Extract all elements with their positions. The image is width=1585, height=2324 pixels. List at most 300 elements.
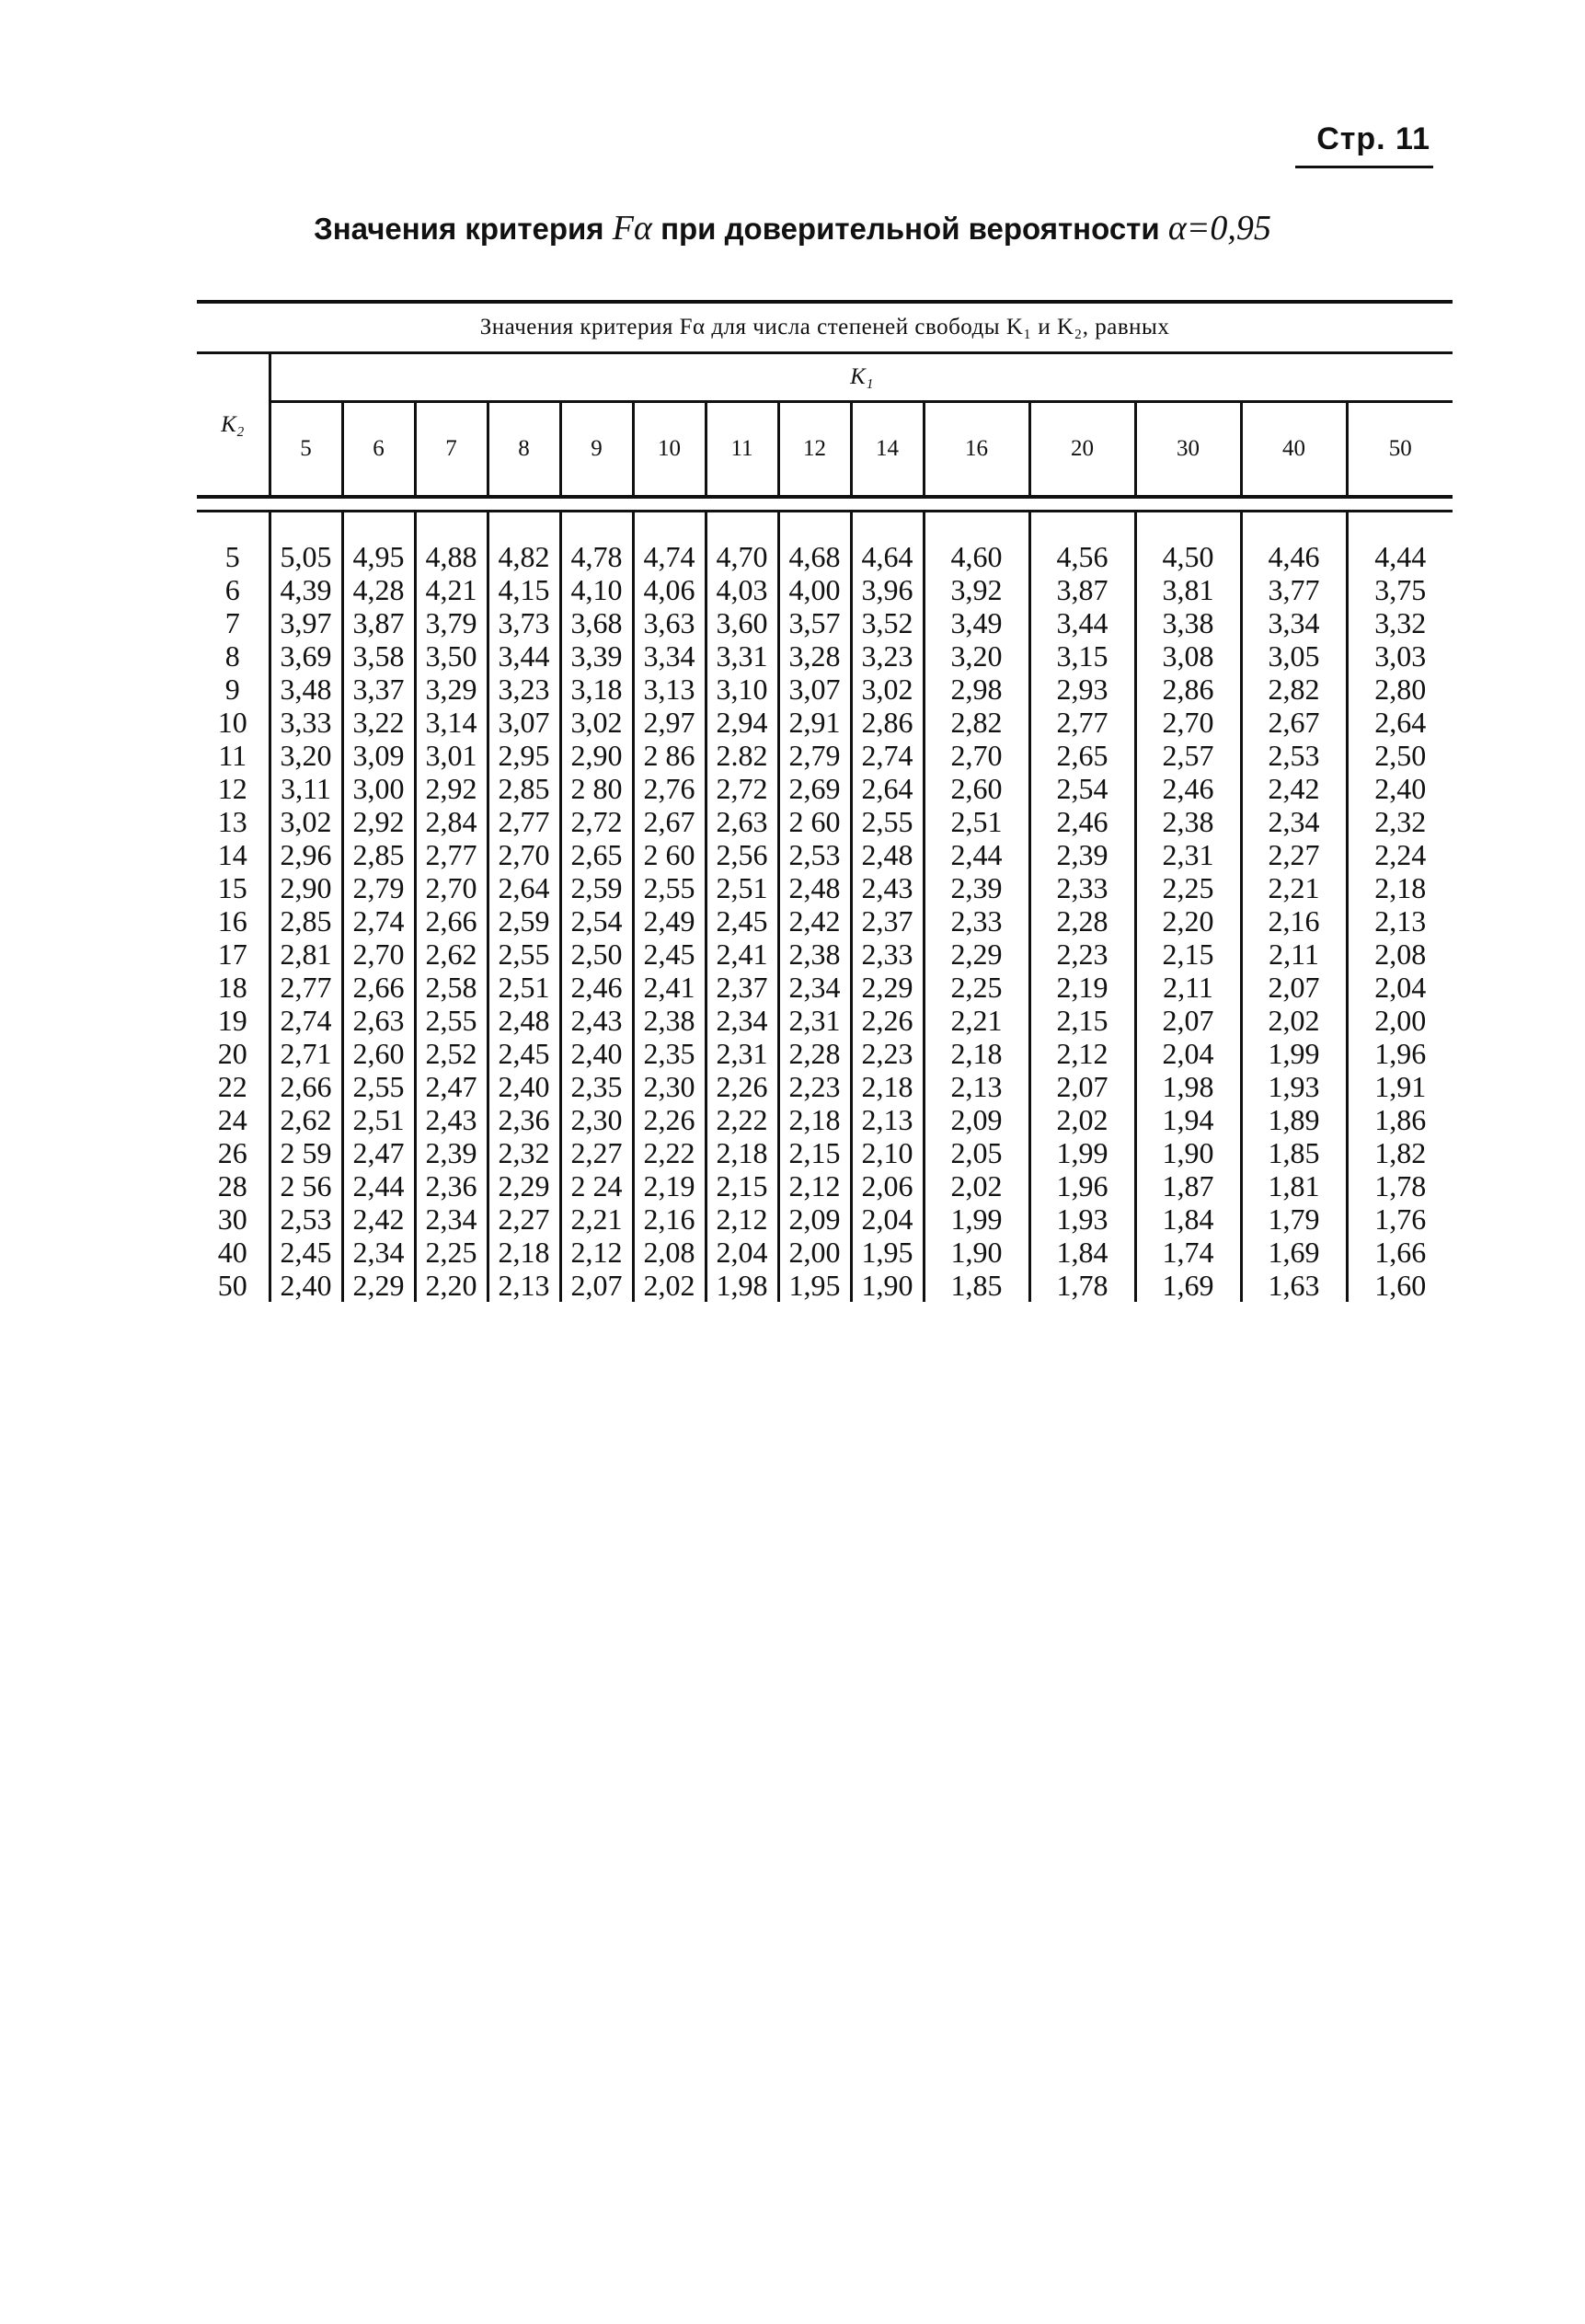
table-cell: 2,97	[633, 706, 706, 739]
table-cell: 2,92	[415, 772, 488, 805]
k1-column-header: 50	[1347, 402, 1453, 498]
table-cell: 2,54	[1029, 772, 1135, 805]
table-cell: 2,08	[633, 1236, 706, 1269]
table-cell: 2,18	[1347, 871, 1453, 904]
table-cell: 2,04	[1135, 1037, 1241, 1070]
table-cell: 3,34	[1241, 606, 1347, 639]
table-cell: 2,41	[633, 971, 706, 1004]
table-cell: 2,58	[415, 971, 488, 1004]
k2-value: 40	[217, 1236, 247, 1269]
table-row	[197, 871, 1453, 904]
table-cell: 4,15	[488, 573, 560, 606]
table-cell: 2,50	[560, 938, 633, 971]
table-cell: 2,74	[270, 1004, 342, 1037]
table-cell: 2,90	[270, 871, 342, 904]
table-cell: 2,36	[415, 1169, 488, 1202]
k2-value: 11	[218, 739, 247, 772]
k1-column-header: 7	[415, 402, 488, 498]
table-cell: 1,98	[1135, 1070, 1241, 1103]
table-cell: 2,51	[706, 871, 778, 904]
table-cell: 2,05	[924, 1136, 1029, 1169]
table-cell: 2,27	[560, 1136, 633, 1169]
table-cell: 3,03	[1347, 639, 1453, 673]
table-cell: 2,54	[560, 904, 633, 938]
table-caption: Значения критерия Fα для числа степеней свободы K₁ и K₂, равных	[197, 302, 1453, 353]
table-cell: 2,32	[488, 1136, 560, 1169]
table-cell: 3,75	[1347, 573, 1453, 606]
table-cell: 2,15	[1029, 1004, 1135, 1037]
table-row	[197, 1103, 1453, 1136]
table-cell: 2,31	[706, 1037, 778, 1070]
table-cell: 2,98	[924, 673, 1029, 706]
table-cell: 2,59	[560, 871, 633, 904]
table-cell: 2,04	[851, 1202, 924, 1236]
table-cell: 4,78	[560, 540, 633, 573]
table-cell: 2,82	[924, 706, 1029, 739]
table-cell: 2,59	[488, 904, 560, 938]
table-cell: 2,04	[706, 1236, 778, 1269]
table-cell: 2,18	[778, 1103, 851, 1136]
table-cell: 1,78	[1029, 1269, 1135, 1302]
table-cell: 2,62	[415, 938, 488, 971]
table-cell: 2,34	[415, 1202, 488, 1236]
k2-value: 5	[224, 540, 240, 573]
table-cell: 2,20	[415, 1269, 488, 1302]
table-cell: 2,67	[633, 805, 706, 838]
spacer-row	[197, 512, 1453, 541]
table-cell: 2,07	[1029, 1070, 1135, 1103]
k1-column-header: 16	[924, 402, 1029, 498]
table-cell: 2,41	[706, 938, 778, 971]
table-cell: 2,90	[560, 739, 633, 772]
table-cell: 2,31	[778, 1004, 851, 1037]
table-cell: 2,48	[851, 838, 924, 871]
table-cell: 2,91	[778, 706, 851, 739]
table-cell: 2,39	[415, 1136, 488, 1169]
table-cell: 2,37	[706, 971, 778, 1004]
table-cell: 2,02	[1029, 1103, 1135, 1136]
table-cell: 2,27	[488, 1202, 560, 1236]
table-cell: 2,29	[342, 1269, 415, 1302]
table-cell: 2,47	[415, 1070, 488, 1103]
table-cell: 1,94	[1135, 1103, 1241, 1136]
table-cell: 3,49	[924, 606, 1029, 639]
table-cell: 2,51	[924, 805, 1029, 838]
table-row	[197, 606, 1453, 639]
table-cell: 2,04	[1347, 971, 1453, 1004]
table-cell: 2,66	[415, 904, 488, 938]
table-cell: 2,12	[1029, 1037, 1135, 1070]
table-cell: 2,13	[851, 1103, 924, 1136]
table-cell: 2,62	[270, 1103, 342, 1136]
table-body	[197, 497, 1453, 1302]
table-cell: 3,18	[560, 673, 633, 706]
table-row	[197, 904, 1453, 938]
table-cell: 2,25	[415, 1236, 488, 1269]
table-cell: 2,45	[633, 938, 706, 971]
table-cell: 2,70	[415, 871, 488, 904]
table-cell: 2,37	[851, 904, 924, 938]
table-cell: 2,29	[924, 938, 1029, 971]
table-cell: 2,26	[851, 1004, 924, 1037]
table-cell: 1,90	[924, 1236, 1029, 1269]
table-cell: 1,91	[1347, 1070, 1453, 1103]
table-cell: 3,63	[633, 606, 706, 639]
table-cell: 3,14	[415, 706, 488, 739]
table-cell: 1,99	[1241, 1037, 1347, 1070]
table-cell: 3,28	[778, 639, 851, 673]
table-row	[197, 739, 1453, 772]
table-cell: 2,15	[778, 1136, 851, 1169]
table-cell: 2.82	[706, 739, 778, 772]
table-cell: 1,95	[851, 1236, 924, 1269]
table-cell: 1,99	[924, 1202, 1029, 1236]
table-cell: 2,20	[1135, 904, 1241, 938]
table-cell: 2,57	[1135, 739, 1241, 772]
table-cell: 4,50	[1135, 540, 1241, 573]
table-cell: 2,26	[633, 1103, 706, 1136]
table-cell: 1,95	[778, 1269, 851, 1302]
table-cell: 2,06	[851, 1169, 924, 1202]
table-cell: 2,35	[633, 1037, 706, 1070]
table-cell: 3,07	[488, 706, 560, 739]
table-cell: 2,79	[342, 871, 415, 904]
table-cell: 2,16	[633, 1202, 706, 1236]
table-cell: 2,26	[706, 1070, 778, 1103]
table-cell: 2,70	[924, 739, 1029, 772]
table-row	[197, 573, 1453, 606]
k1-values-row	[197, 402, 1453, 498]
table-cell: 2,33	[851, 938, 924, 971]
table-cell: 2,80	[1347, 673, 1453, 706]
table-cell: 2,38	[1135, 805, 1241, 838]
table-cell: 3,31	[706, 639, 778, 673]
table-cell: 1,89	[1241, 1103, 1347, 1136]
table-cell: 3,20	[924, 639, 1029, 673]
table-cell: 2,40	[560, 1037, 633, 1070]
table-cell: 1,90	[851, 1269, 924, 1302]
table-cell: 2,55	[851, 805, 924, 838]
table-cell: 2,51	[488, 971, 560, 1004]
k2-value: 16	[217, 904, 247, 938]
k2-value: 15	[217, 871, 247, 904]
table-cell: 2,51	[342, 1103, 415, 1136]
table-cell: 2,46	[1135, 772, 1241, 805]
table-cell: 3,52	[851, 606, 924, 639]
page-number: Стр. 11	[1316, 121, 1430, 156]
table-row	[197, 540, 1453, 573]
table-cell: 1,98	[706, 1269, 778, 1302]
k1-column-header: 12	[778, 402, 851, 498]
table-cell: 2,63	[706, 805, 778, 838]
table-cell: 1,81	[1241, 1169, 1347, 1202]
table-cell: 1,85	[924, 1269, 1029, 1302]
k2-value: 7	[224, 606, 240, 639]
table-cell: 2,70	[342, 938, 415, 971]
table-cell: 2,39	[1029, 838, 1135, 871]
table-cell: 3,73	[488, 606, 560, 639]
table-cell: 2,34	[706, 1004, 778, 1037]
table-cell: 2,19	[633, 1169, 706, 1202]
table-cell: 2,28	[1029, 904, 1135, 938]
table-row	[197, 938, 1453, 971]
table-cell: 2,21	[924, 1004, 1029, 1037]
table-cell: 2,65	[1029, 739, 1135, 772]
table-title	[0, 208, 1585, 248]
table-cell: 2,64	[488, 871, 560, 904]
table-cell: 2,22	[706, 1103, 778, 1136]
table-cell: 2,56	[706, 838, 778, 871]
table-cell: 2,00	[1347, 1004, 1453, 1037]
table-cell: 2,74	[851, 739, 924, 772]
table-cell: 3,01	[415, 739, 488, 772]
k2-value: 30	[217, 1202, 247, 1236]
table-cell: 2,86	[1135, 673, 1241, 706]
table-cell: 4,28	[342, 573, 415, 606]
table-row	[197, 1236, 1453, 1269]
table-cell: 1,90	[1135, 1136, 1241, 1169]
table-cell: 2,12	[778, 1169, 851, 1202]
table-cell: 4,95	[342, 540, 415, 573]
table-cell: 2,43	[560, 1004, 633, 1037]
table-cell: 2,86	[851, 706, 924, 739]
table-cell: 2,95	[488, 739, 560, 772]
table-cell: 2,18	[706, 1136, 778, 1169]
table-cell: 2,13	[1347, 904, 1453, 938]
table-cell: 3,48	[270, 673, 342, 706]
table-cell: 2,82	[1241, 673, 1347, 706]
table-cell: 2,32	[1347, 805, 1453, 838]
table-cell: 4,74	[633, 540, 706, 573]
k2-value: 50	[217, 1269, 247, 1302]
table-cell: 2,72	[706, 772, 778, 805]
k2-value: 17	[217, 938, 247, 971]
table-cell: 4,68	[778, 540, 851, 573]
k1-column-header: 6	[342, 402, 415, 498]
k2-header: K₂	[197, 353, 270, 498]
table-cell: 3,29	[415, 673, 488, 706]
table-cell: 2,48	[488, 1004, 560, 1037]
k1-column-header: 10	[633, 402, 706, 498]
table-row	[197, 971, 1453, 1004]
table-cell: 2,13	[488, 1269, 560, 1302]
table-cell: 2,25	[924, 971, 1029, 1004]
k2-value: 20	[217, 1037, 247, 1070]
table-cell: 4,82	[488, 540, 560, 573]
table-cell: 2,02	[1241, 1004, 1347, 1037]
table-cell: 4,21	[415, 573, 488, 606]
table-cell: 2,42	[342, 1202, 415, 1236]
table-cell: 2,19	[1029, 971, 1135, 1004]
table-cell: 2,11	[1241, 938, 1347, 971]
table-cell: 2,85	[270, 904, 342, 938]
table-cell: 3,08	[1135, 639, 1241, 673]
table-cell: 2,70	[1135, 706, 1241, 739]
table-cell: 2,02	[633, 1269, 706, 1302]
table-cell: 1,84	[1135, 1202, 1241, 1236]
table-cell: 2,02	[924, 1169, 1029, 1202]
table-cell: 3,97	[270, 606, 342, 639]
table-cell: 1,86	[1347, 1103, 1453, 1136]
table-cell: 2,23	[778, 1070, 851, 1103]
table-cell: 2,24	[1347, 838, 1453, 871]
table-row	[197, 772, 1453, 805]
table-cell: 2,55	[415, 1004, 488, 1037]
table-cell: 4,10	[560, 573, 633, 606]
table-cell: 2,79	[778, 739, 851, 772]
table-cell: 2,30	[633, 1070, 706, 1103]
table-cell: 2,36	[488, 1103, 560, 1136]
table-cell: 2,71	[270, 1037, 342, 1070]
table-cell: 2,21	[1241, 871, 1347, 904]
table-cell: 2,43	[851, 871, 924, 904]
table-cell: 3,60	[706, 606, 778, 639]
table-cell: 2,48	[778, 871, 851, 904]
table-cell: 3,39	[560, 639, 633, 673]
table-cell: 3,96	[851, 573, 924, 606]
table-cell: 2,44	[924, 838, 1029, 871]
table-cell: 2,12	[560, 1236, 633, 1269]
table-cell: 2,40	[488, 1070, 560, 1103]
table-cell: 2,70	[488, 838, 560, 871]
table-cell: 2,33	[1029, 871, 1135, 904]
k2-value: 19	[217, 1004, 247, 1037]
table-cell: 3,33	[270, 706, 342, 739]
table-cell: 4,06	[633, 573, 706, 606]
table-cell: 3,92	[924, 573, 1029, 606]
table-cell: 4,64	[851, 540, 924, 573]
title-alpha: α=0,95	[1167, 209, 1271, 247]
table-cell: 3,79	[415, 606, 488, 639]
table-cell: 2,49	[633, 904, 706, 938]
k1-column-header: 20	[1029, 402, 1135, 498]
table-row	[197, 1269, 1453, 1302]
table-cell: 2 80	[560, 772, 633, 805]
table-cell: 2,21	[560, 1202, 633, 1236]
table-cell: 2,39	[924, 871, 1029, 904]
table-cell: 3,02	[851, 673, 924, 706]
table-cell: 2,29	[851, 971, 924, 1004]
k2-value: 14	[217, 838, 247, 871]
k2-value: 12	[217, 772, 247, 805]
k2-value: 6	[224, 573, 240, 606]
table-cell: 2,40	[1347, 772, 1453, 805]
table-cell: 1,85	[1241, 1136, 1347, 1169]
table-cell: 2,46	[560, 971, 633, 1004]
table-cell: 2 86	[633, 739, 706, 772]
table-cell: 2,38	[633, 1004, 706, 1037]
k1-column-header: 8	[488, 402, 560, 498]
table-row	[197, 673, 1453, 706]
table-cell: 2,53	[270, 1202, 342, 1236]
table-cell: 3,20	[270, 739, 342, 772]
table-cell: 1,82	[1347, 1136, 1453, 1169]
table-cell: 2,45	[706, 904, 778, 938]
table-cell: 1,99	[1029, 1136, 1135, 1169]
table-cell: 2,65	[560, 838, 633, 871]
table-cell: 3,10	[706, 673, 778, 706]
table-cell: 1,60	[1347, 1269, 1453, 1302]
table-cell: 1,69	[1241, 1236, 1347, 1269]
title-symbol: Fα	[612, 209, 652, 247]
table-cell: 2 56	[270, 1169, 342, 1202]
table-cell: 2,30	[560, 1103, 633, 1136]
table-cell: 2,40	[270, 1269, 342, 1302]
table-cell: 2,66	[342, 971, 415, 1004]
table-cell: 2,45	[488, 1037, 560, 1070]
table-cell: 2,28	[778, 1037, 851, 1070]
table-cell: 2,66	[270, 1070, 342, 1103]
table-cell: 2,81	[270, 938, 342, 971]
table-cell: 4,44	[1347, 540, 1453, 573]
table-row	[197, 1202, 1453, 1236]
table-cell: 2,34	[778, 971, 851, 1004]
table-cell: 4,56	[1029, 540, 1135, 573]
table-cell: 2,63	[342, 1004, 415, 1037]
table-cell: 1,63	[1241, 1269, 1347, 1302]
k1-header: K₁	[270, 353, 1453, 402]
table-cell: 2,52	[415, 1037, 488, 1070]
table-row	[197, 706, 1453, 739]
table-cell: 2,93	[1029, 673, 1135, 706]
table-cell: 1,84	[1029, 1236, 1135, 1269]
table-cell: 1,76	[1347, 1202, 1453, 1236]
table-cell: 3,05	[1241, 639, 1347, 673]
table-cell: 5,05	[270, 540, 342, 573]
k1-column-header: 11	[706, 402, 778, 498]
table-cell: 2,69	[778, 772, 851, 805]
table-cell: 2 24	[560, 1169, 633, 1202]
table-cell: 2,35	[560, 1070, 633, 1103]
table-cell: 2,77	[488, 805, 560, 838]
table-cell: 2,64	[851, 772, 924, 805]
table-row	[197, 1070, 1453, 1103]
table-cell: 2,77	[270, 971, 342, 1004]
title-prefix: Значения критерия	[314, 212, 604, 246]
table-cell: 2,44	[342, 1169, 415, 1202]
table-cell: 3,69	[270, 639, 342, 673]
table-cell: 2,55	[633, 871, 706, 904]
table-cell: 2,77	[1029, 706, 1135, 739]
table-cell: 2 59	[270, 1136, 342, 1169]
table-cell: 3,11	[270, 772, 342, 805]
table-cell: 3,23	[488, 673, 560, 706]
table-cell: 3,22	[342, 706, 415, 739]
table-cell: 2 60	[778, 805, 851, 838]
table-cell: 2,18	[924, 1037, 1029, 1070]
table-cell: 1,78	[1347, 1169, 1453, 1202]
table-cell: 2,27	[1241, 838, 1347, 871]
table-cell: 1,93	[1241, 1070, 1347, 1103]
table-cell: 2,38	[778, 938, 851, 971]
table-cell: 2,34	[342, 1236, 415, 1269]
table-cell: 2,00	[778, 1236, 851, 1269]
table-cell: 3,44	[1029, 606, 1135, 639]
k1-column-header: 5	[270, 402, 342, 498]
table-cell: 2,18	[851, 1070, 924, 1103]
table-cell: 2,07	[560, 1269, 633, 1302]
table-row	[197, 1169, 1453, 1202]
table-cell: 2,46	[1029, 805, 1135, 838]
table-cell: 3,23	[851, 639, 924, 673]
table-cell: 2,84	[415, 805, 488, 838]
table-cell: 2,42	[778, 904, 851, 938]
k2-value: 26	[217, 1136, 247, 1169]
table-cell: 1,96	[1029, 1169, 1135, 1202]
table-cell: 1,96	[1347, 1037, 1453, 1070]
table-cell: 2,34	[1241, 805, 1347, 838]
table-cell: 2,15	[1135, 938, 1241, 971]
